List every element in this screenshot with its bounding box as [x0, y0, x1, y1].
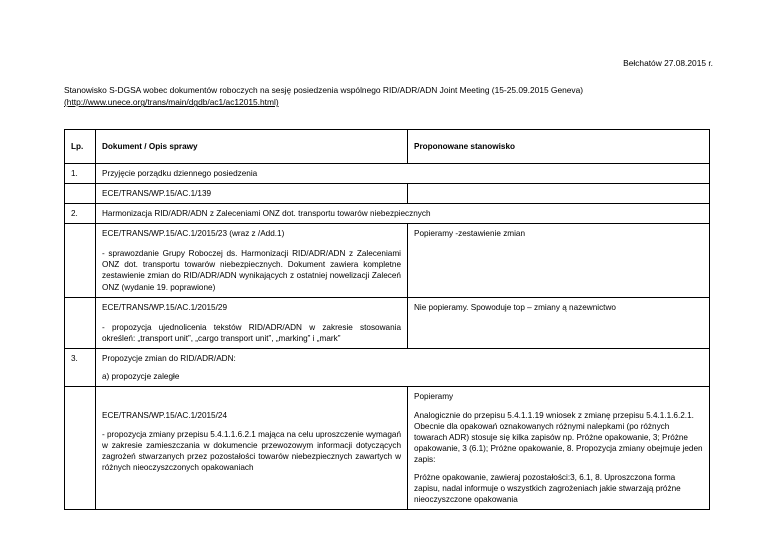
- table-header-row: [65, 130, 710, 164]
- document-cell: [96, 297, 408, 348]
- header-document: Dokument / Opis sprawy: [96, 130, 408, 164]
- section-title: Harmonizacja RID/ADR/ADN z Zaleceniami ONZ dot. transportu towarów niebezpiecznych: [96, 204, 710, 224]
- empty-cell: [65, 224, 96, 297]
- empty-cell: [65, 184, 96, 204]
- source-link[interactable]: (http://www.unece.org/trans/main/dgdb/ac1/ac12015.html): [64, 97, 279, 108]
- table-row: [65, 204, 710, 224]
- table-row: [65, 297, 710, 348]
- document-description: - sprawozdanie Grupy Roboczej ds. Harmonizacji RID/ADR/ADN z Zaleceniami ONZ dot. transportu towarów niebezpiecznych. Dokument zawiera kompletne zestawienie zmian do RID/ADR/ADN wynikających z ostatniej nowelizacji Zaleceń ONZ (wydanie 19. poprawione): [102, 249, 401, 292]
- position-cell: [408, 386, 710, 510]
- section-title: [96, 348, 710, 386]
- document-ref: ECE/TRANS/WP.15/AC.1/139: [96, 184, 408, 204]
- position-cell: [408, 184, 710, 204]
- row-number: 2.: [65, 204, 96, 224]
- empty-cell: [65, 297, 96, 348]
- positions-table: [64, 129, 710, 510]
- document-ref: ECE/TRANS/WP.15/AC.1/2015/29: [102, 302, 227, 312]
- position-cell: Nie popieramy. Spowoduje top – zmiany ą nazewnictwo: [408, 297, 710, 348]
- document-ref: ECE/TRANS/WP.15/AC.1/2015/23 (wraz z /Add.1): [102, 229, 285, 239]
- document-description: - propozycja ujednolicenia tekstów RID/ADR/ADN w zakresie stosowania określeń: „transport unit”, „cargo transport unit”, „marking” i „mark”: [102, 322, 401, 343]
- row-number: 1.: [65, 164, 96, 184]
- position-explanation: Analogicznie do przepisu 5.4.1.1.19 wniosek z zmianę przepisu 5.4.1.1.6.2.1. Obecnie dla opakowań oznakowanych różnymi nalepkami (po różnych towarach ADR) stosuje się kilka zapisów np. Próżne opakowanie, 3; Próżne opakowanie, 3 (6.1); Próżne opakowanie, 8. Propozycja zmiany obejmuje jeden zapis:: [414, 410, 703, 465]
- row-number: 3.: [65, 348, 96, 386]
- table-row: [65, 386, 710, 510]
- document-cell: [96, 386, 408, 510]
- document-description: - propozycja zmiany przepisu 5.4.1.1.6.2.1 mająca na celu uproszczenie wymagań w zakresie zamieszczania w dokumencie przewozowym informacji dotyczących zagrożeń stwarzanych przez pozostałości towarów niebezpiecznych zawartych w różnych nieoczyszczonych opakowaniach: [102, 429, 401, 473]
- table-row: [65, 184, 710, 204]
- subsection-title: a) propozycje zaległe: [102, 371, 180, 381]
- document-ref: ECE/TRANS/WP.15/AC.1/2015/24: [102, 410, 227, 420]
- position-verdict: Popieramy: [414, 391, 454, 401]
- intro-paragraph: [64, 84, 704, 108]
- section-title: Przyjęcie porządku dziennego posiedzenia: [96, 164, 710, 184]
- empty-cell: [65, 386, 96, 510]
- table-row: [65, 224, 710, 297]
- position-cell: Popieramy -zestawienie zmian: [408, 224, 710, 297]
- header-position: Proponowane stanowisko: [408, 130, 710, 164]
- header-lp: Lp.: [65, 130, 96, 164]
- position-proposal: Próżne opakowanie, zawieraj pozostałości:3, 6.1, 8. Uproszczona forma zapisu, nadal informuje o wszystkich zagrożeniach jakie stwarzają próżne nieoczyszczone opakowania: [414, 473, 681, 505]
- intro-text: Stanowisko S-DGSA wobec dokumentów roboczych na sesję posiedzenia wspólnego RID/ADR/ADN Joint Meeting (15-25.09.2015 Geneva): [64, 85, 584, 95]
- section-title-text: Propozycje zmian do RID/ADR/ADN:: [102, 353, 236, 363]
- document-cell: [96, 224, 408, 297]
- table-row: [65, 348, 710, 386]
- table-row: [65, 164, 710, 184]
- document-date: Bełchatów 27.08.2015 r.: [623, 58, 713, 68]
